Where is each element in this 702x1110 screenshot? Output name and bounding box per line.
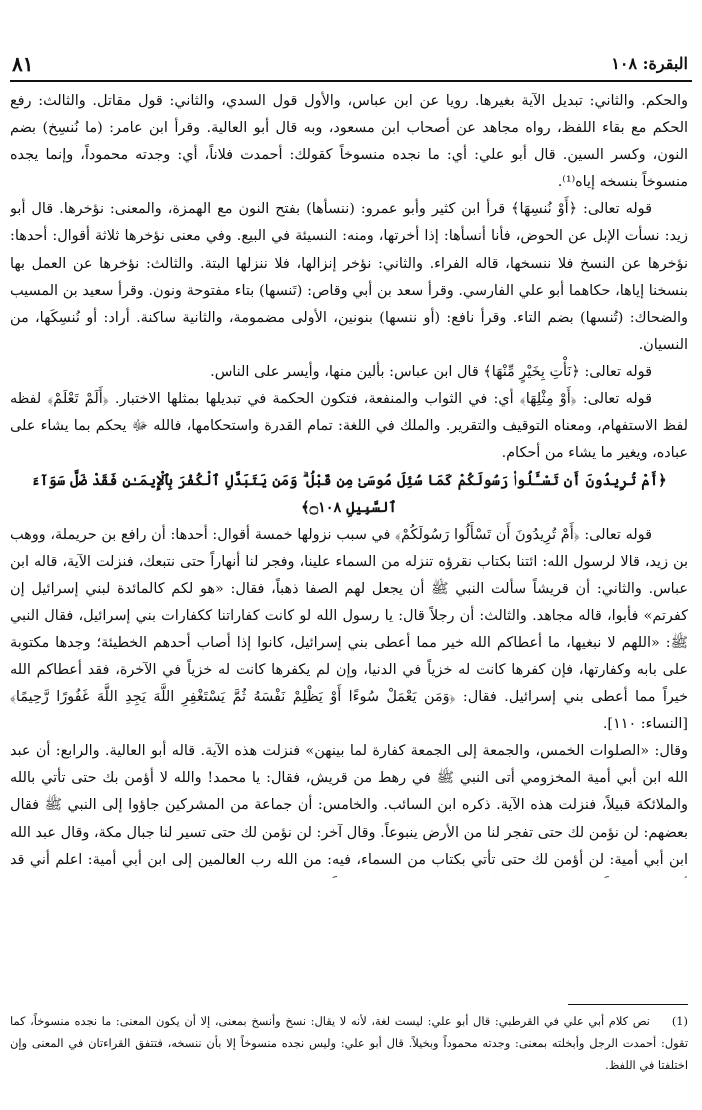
- tafsir-body: [10, 88, 688, 878]
- paragraph: قوله تعالى: ﴿أَوْ نُنسِهَا﴾ قرأ ابن كثير وأبو عمرو: (ننسأها) بفتح النون مع الهمزة، والمعنى: نؤخرها. قال أبو زيد: نسأت الإبل عن الحوض، فأنا أنسأها: إذا أخرتها، ومنه: النسيئة في البيع. وفي معنى نؤخرها ثلاثة أقوال: أحدها: نؤخرها عن النسخ فلا ننسخها، قاله الفراء. والثاني: نؤخر إنزالها، فلا ننزلها البتة. والثالث: نؤخرها عن العمل بها بنسخنا إياها، حكاهما أبو علي الفارسي. وقرأ سعد بن أبي وقاص: (تَنسها) بتاء مفتوحة ونون. وقرأ سعيد بن المسيب والضحاك: (تُنسها) بضم التاء. وقرأ نافع: (أو ننسها) بنونين، الأولى مضمومة، والثانية ساكنة. أراد: أو نُنسِكَها، من النسيان.: [10, 201, 688, 353]
- paragraph: قوله تعالى: ﴿أَمْ تُرِيدُونَ أَن تَسْأَلُوا رَسُولَكُمْ﴾ في سبب نزولها خمسة أقوال: أحدها: أن رافع بن حريملة، ووهب بن زيد، قالا لرسول الله: ائتنا بكتاب نقرؤه تنزله من السماء علينا، وفجر لنا أنهاراً حتى نتبعك، فنزلت الآية، قاله ابن عباس. والثاني: أن قريشاً سألت النبي ﷺ أن يجعل لهم الصفا ذهباً، فقال: «هو لكم كالمائدة لبني إسرائيل إن كفرتم» فأبوا، قاله مجاهد. والثالث: أن رجلاً قال: يا رسول الله لو كانت كفاراتنا ككفارات بني إسرائيل، فقال النبي ﷺ: «اللهم لا نبغيها، ما أعطاكم الله خير مما أعطى بني إسرائيل، كانوا إذا أصاب أحدهم الخطيئة؛ وجدها مكتوبة على بابه وكفارتها، فإن كفرها كانت له خزياً في الدنيا، وإن لم يكفرها كانت له خزياً في الآخرة، فقد أعطاكم الله خيراً مما أعطى بني إسرائيل. فقال: ﴿وَمَن يَعْمَلْ سُوءًا أَوْ يَظْلِمْ نَفْسَهُ ثُمَّ يَسْتَغْفِرِ اللَّهَ يَجِدِ اللَّهَ غَفُورًا رَّحِيمًا﴾ [النساء: ١١٠].: [10, 526, 688, 733]
- paragraph: قوله تعالى: ﴿أَوْ مِثْلِهَا﴾ أي: في الثواب والمنفعة، فتكون الحكمة في تبديلها بمثلها الاختبار. ﴿أَلَمْ تَعْلَمْ﴾ لفظه لفظ الاستفهام، ومعناه التوقيف والتقرير. والملك في اللغة: تمام القدرة واستحكامها، فالله ﷻ يحكم بما يشاء على عباده، ويغير ما يشاء من أحكام.: [10, 391, 688, 462]
- quran-verse: ﴿أَمْ تُرِيدُونَ أَن تَسْـَٔلُوا۟ رَسُولَكُمْ كَمَا سُئِلَ مُوسَىٰ مِن قَبْلُ ۗ وَمَن يَتَبَدَّلِ ٱلْكُفْرَ بِٱلْإِيمَـٰنِ فَقَدْ ضَلَّ سَوَآءَ ٱلسَّبِيلِ ۝١٠٨﴾: [31, 472, 667, 517]
- paragraph: وقال: «الصلوات الخمس، والجمعة إلى الجمعة كفارة لما بينهن» فنزلت هذه الآية. قاله أبو العالية. والرابع: أن عبد الله ابن أبي أمية المخزومي أتى النبي ﷺ في رهط من قريش، فقال: يا محمد! والله لا أؤمن بك حتى تأتي بالله والملائكة قبيلاً، فنزلت هذه الآية. ذكره ابن السائب. والخامس: أن جماعة من المشركين جاؤوا إلى النبي ﷺ فقال بعضهم: لن نؤمن لك حتى تفجر لنا من الأرض ينبوعاً. وقال آخر: لن نؤمن لك حتى تسير لنا جبال مكة، وقال عبد الله ابن أبي أمية: لن أؤمن لك حتى تأتي بكتاب من السماء، فيه: من الله رب العالمين إلى ابن أبي أمية: اعلم أني قد: [10, 743, 688, 868]
- page-number: ٨١: [12, 52, 34, 76]
- surah-reference: البقرة: ١٠٨: [611, 54, 688, 73]
- footnote-number: (1): [671, 1014, 688, 1028]
- footnote-text: نص كلام أبي علي في القرطبي: قال أبو علي: ليست لغة، لأنه لا يقال: نسخ وأنسخ بمعنى، إلا أن يكون المعنى: ما نجده منسوخاً، كما تقول: أحمدت الرجل وأبخلته بمعنى: وجدته محموداً وبخيلاً. قال أبو علي: وليس نجده منسوخاً إلا بأن ننسخه، فتتفق القراءتان في المعنى وإن اختلفتا في اللفظ.: [10, 1014, 688, 1072]
- header-rule: [10, 80, 692, 82]
- running-header: [10, 52, 688, 78]
- paragraph: قوله تعالى: ﴿نَأْتِ بِخَيْرٍ مِّنْهَا﴾ قال ابن عباس: بألين منها، وأيسر على الناس.: [210, 363, 652, 380]
- footnote-rule: [568, 1004, 688, 1005]
- paragraph: والحكم. والثاني: تبديل الآية بغيرها. رويا عن ابن عباس، والأول قول السدي، والثاني: قول مقاتل. والثالث: رفع الحكم مع بقاء اللفظ، رواه مجاهد عن أصحاب ابن مسعود، وبه قال أبو العالية. وقرأ ابن عامر: (ما نُنسِخ) بضم النون، وكسر السين. قال أبو علي: أي: ما نجده منسوخاً كقولك: أحمدت فلاناً، أي: وجدته محموداً، وإنما يجده منسوخاً بنسخه إياه⁽¹⁾.: [10, 93, 688, 191]
- footnote: [10, 1010, 688, 1076]
